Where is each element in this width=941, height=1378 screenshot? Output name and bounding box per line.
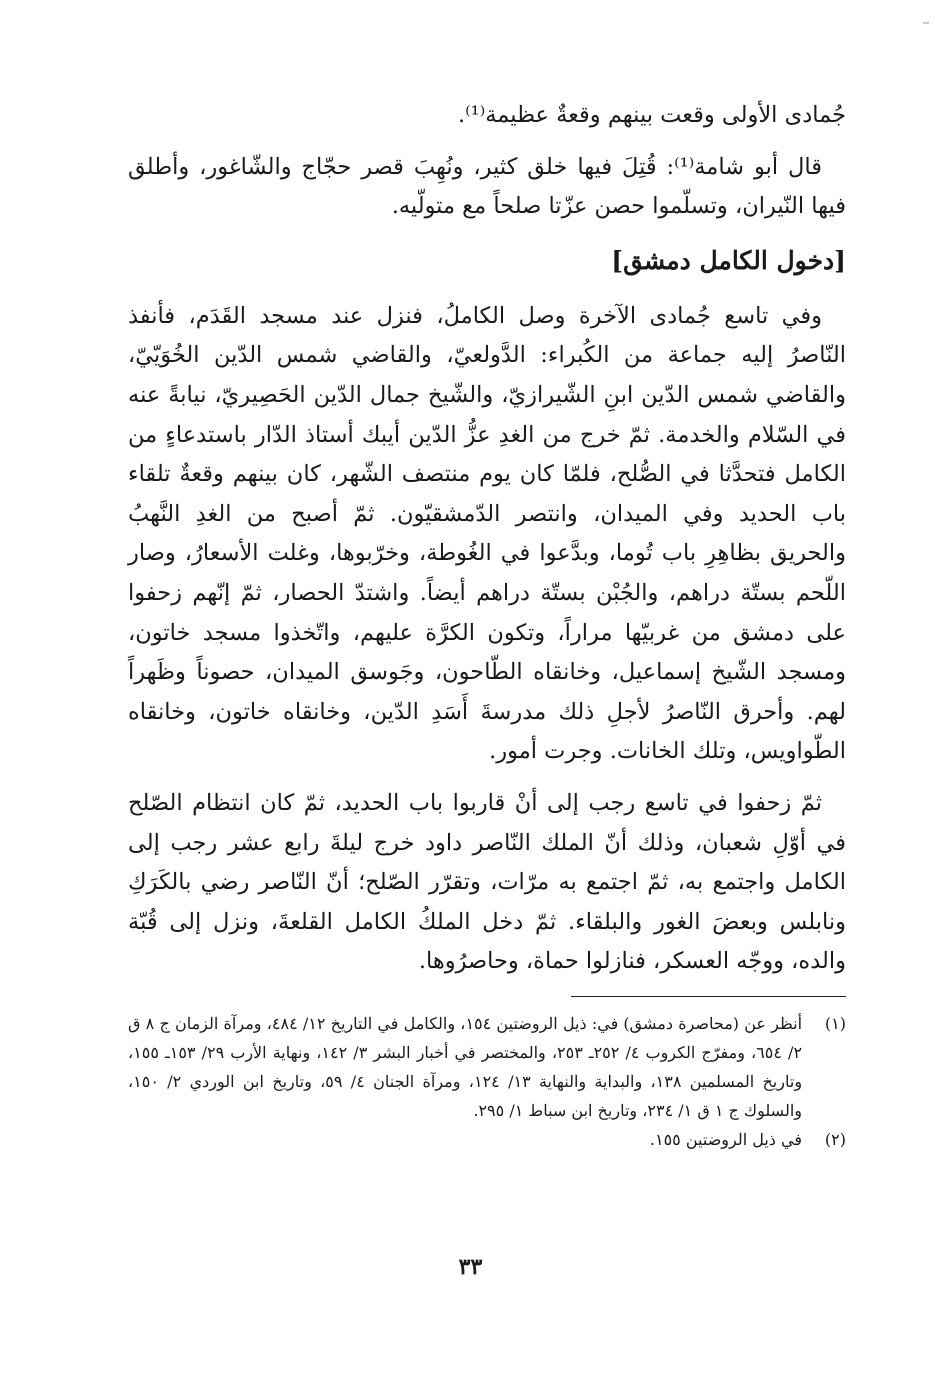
paragraph-1: جُمادى الأولى وقعت بينهم وقعةٌ عظيمة⁽¹⁾.	[457, 102, 846, 128]
document-page	[128, 96, 846, 1346]
footnote-number: (٢)	[824, 1129, 846, 1149]
section-heading: [دخول الكامل دمشق]	[611, 245, 846, 275]
paragraph-3: وفي تاسع جُمادى الآخرة وصل الكاملُ، فنزل عند مسجد القَدَم، فأنفذ النّاصرُ إليه جماعة من الكُبراء: الدَّولعيّ، والقاضي شمس الدّين الخُوَيّيّ، والقاضي شمس الدّين ابنِ الشّيرازيّ، والشّيخ جمال الدّين الحَصِيريّ، نيابةً عنه في السّلام والخدمة. ثمّ خرج من الغدِ عزُّ الدّين أيبك أستاذ الدّار باستدعاءٍ من الكامل فتحدَّثا في الصُّلح، فلمّا كان يوم منتصف الشّهر، كان بينهم وقعةٌ تلقاء باب الحديد وفي الميدان، وانتصر الدّمشقيّون. ثمّ أصبح من الغدِ النَّهبُ والحريق بظاهِرِ باب تُوما، وبدَّعوا في الغُوطة، وخرّبوها، وغلت الأسعارُ، وصار اللّحم بستّة دراهم، والجُبْن بستّة دراهم أيضاً. واشتدّ الحصار، ثمّ إنّهم زحفوا على دمشق من غربيّها مراراً، وتكون الكرَّة عليهم، واتّخذوا مسجد خاتون، ومسجد الشّيخ إسماعيل، وخانقاه الطّاحون، وجَوسق الميدان، حصوناً وظَهراً لهم. وأحرق النّاصرُ لأجلِ ذلك مدرسةَ أَسَدِ الدّين، وخانقاه خاتون، وخانقاه الطّواويس، وتلك الخانات. وجرت أمور.	[128, 302, 846, 765]
page-number: ٣٣	[458, 1254, 483, 1280]
footnote-number: (١)	[824, 1013, 846, 1033]
footnote-text: أنظر عن (محاصرة دمشق) في: ذيل الروضتين ١٥٤، والكامل في التاريخ ١٢/ ٤٨٤، ومرآة الزمان ج ٨ ق ٢/ ٦٥٤، ومفرّج الكروب ٤/ ٢٥٢ـ ٢٥٣، والمختصر في أخبار البشر ٣/ ١٤٢، ونهاية الأرب ٢٩/ ١٥٣ـ ١٥٥، وتاريخ المسلمين ١٣٨، والبداية والنهاية ١٣/ ١٢٤، ومرآة الجنان ٤/ ٥٩، وتاريخ ابن الوردي ٢/ ١٥٠، والسلوك ج ١ ق ١/ ٢٣٤، وتاريخ ابن سباط ١/ ٢٩٥.	[128, 1013, 803, 1120]
footnotes	[128, 1009, 846, 1154]
main-text	[128, 96, 846, 982]
footnote-text: في ذيل الروضتين ١٥٥.	[649, 1129, 802, 1149]
footnote-2	[128, 1125, 846, 1154]
paragraph-4: ثمّ زحفوا في تاسع رجب إلى أنْ قاربوا باب الحديد، ثمّ كان انتظام الصّلح في أوّلِ شعبان، وذلك أنّ الملك النّاصر داود خرج ليلةَ رابع عشر رجب إلى الكامل واجتمع به، ثمّ اجتمع به مرّات، وتقرّر الصّلح؛ أنّ النّاصر رضي بالكَرَكِ ونابلس وبعضَ الغور والبلقاء. ثمّ دخل الملكُ الكامل القلعةَ، ونزل إلى قُبّة والده، ووجّه العسكر، فنازلوا حماة، وحاصرُوها.	[128, 789, 846, 975]
footnote-1	[128, 1009, 846, 1125]
footnote-divider	[571, 996, 846, 997]
paragraph-2: قال أبو شامة⁽¹⁾: قُتِلَ فيها خلق كثير، ونُهِبَ قصر حجّاج والشّاغور، وأطلق فيها النّيران، وتسلّموا حصن عزّتا صلحاً مع متولّيه.	[128, 153, 846, 220]
margin-mark	[923, 22, 929, 24]
